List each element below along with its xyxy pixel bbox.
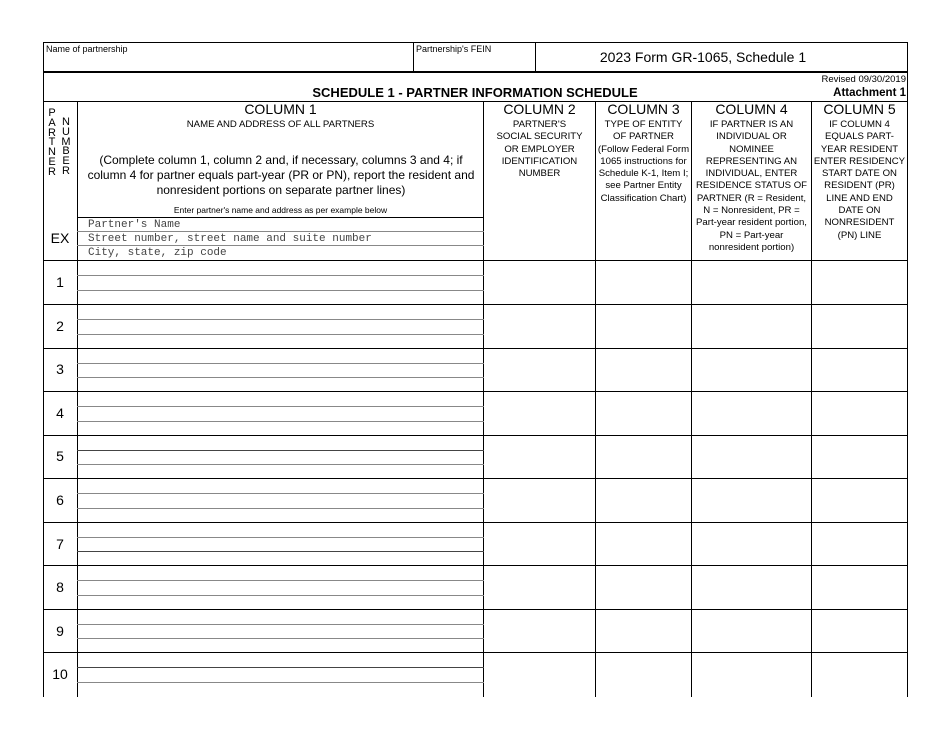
partnership-name-label: Name of partnership: [46, 44, 128, 54]
schedule-title: SCHEDULE 1 - PARTNER INFORMATION SCHEDULE: [312, 85, 638, 100]
row-number: 5: [56, 448, 64, 464]
revised-date: Revised 09/30/2019: [821, 74, 906, 85]
column-5-heading: COLUMN 5: [823, 101, 896, 117]
row-number: 2: [56, 318, 64, 334]
row-number: 4: [56, 405, 64, 421]
column-3-description: TYPE OF ENTITY OF PARTNER (Follow Federal Form 1065 instructions for Schedule K-1, Item I; see Partner Entity Classification Chart): [597, 119, 690, 204]
column-1-heading: COLUMN 1: [244, 101, 317, 117]
number-side-label: N U M B E R: [61, 116, 71, 177]
row-number: 3: [56, 361, 64, 377]
column-2-description: PARTNER'S SOCIAL SECURITY OR EMPLOYER IDENTIFICATION NUMBER: [496, 119, 583, 180]
partnership-name-field[interactable]: [46, 56, 410, 70]
column-5-description: IF COLUMN 4 EQUALS PART- YEAR RESIDENT ENTER RESIDENCY START DATE ON RESIDENT (PR) LINE AND END DATE ON NONRESIDENT (PN) LINE: [813, 119, 906, 241]
partner-side-label: P A R T N E R: [48, 107, 56, 178]
column-4-heading: COLUMN 4: [715, 101, 788, 117]
column-4-description: IF PARTNER IS AN INDIVIDUAL OR NOMINEE REPRESENTING AN INDIVIDUAL, ENTER RESIDENCE STATUS OF PARTNER (R = Resident, N = Nonresident, PR = Part-year resident portion, PN = Part-year nonresident portion): [695, 119, 808, 253]
fein-field[interactable]: [416, 56, 532, 70]
row-number: 7: [56, 536, 64, 552]
column-1-subheading: NAME AND ADDRESS OF ALL PARTNERS: [186, 119, 375, 130]
column-1-instruction: (Complete column 1, column 2 and, if necessary, columns 3 and 4; if column 4 for partner equals part-year (PR or PN), report the resident and nonresident portions on separate partner lines): [87, 153, 475, 197]
column-1-note: Enter partner's name and address as per example below: [173, 205, 388, 215]
example-row-label: EX: [50, 230, 70, 246]
row-number: 8: [56, 579, 64, 595]
example-street: Street number, street name and suite number: [88, 233, 372, 245]
column-2-heading: COLUMN 2: [503, 101, 576, 117]
example-city: City, state, zip code: [88, 247, 227, 259]
example-partner-name: Partner's Name: [88, 219, 181, 231]
attachment-label: Attachment 1: [833, 87, 906, 99]
row-number: 10: [52, 666, 68, 682]
row-number: 9: [56, 623, 64, 639]
row-number: 1: [56, 274, 64, 290]
form-title: 2023 Form GR-1065, Schedule 1: [599, 49, 807, 65]
fein-label: Partnership's FEIN: [416, 44, 492, 54]
column-3-heading: COLUMN 3: [607, 101, 680, 117]
row-number: 6: [56, 492, 64, 508]
